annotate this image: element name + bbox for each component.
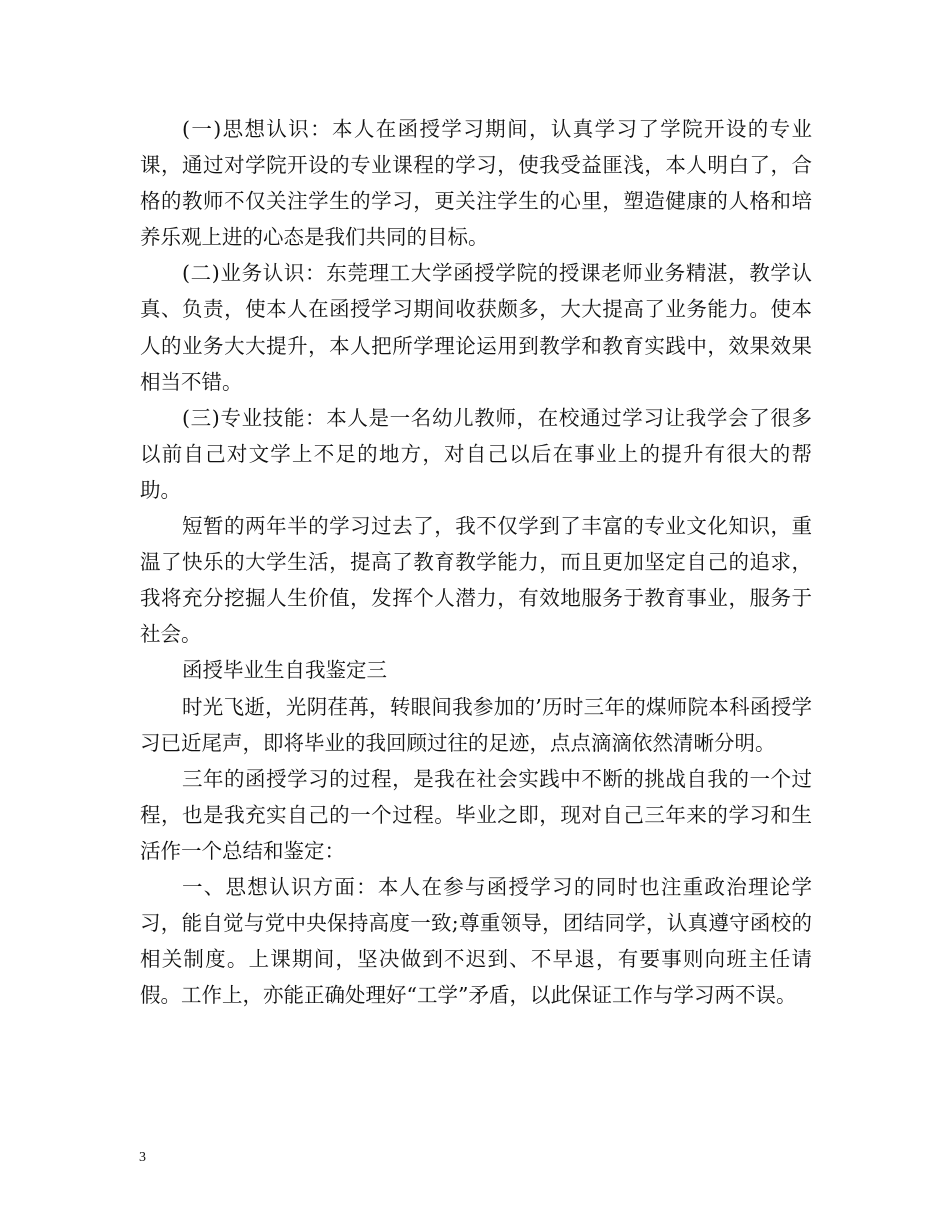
section-heading: 函授毕业生自我鉴定三 <box>182 658 387 683</box>
paragraph-business-recognition: (二)业务认识：东莞理工大学函授学院的授课老师业务精湛，教学认真、负责，使本人在函授学习期间收获颇多，大大提高了业务能力。使本人的业务大大提升，本人把所学理论运用到教学和教育实践中，效果效果相当不错。 <box>140 261 812 394</box>
document-body <box>140 111 812 1013</box>
paragraph-three-years: 三年的函授学习的过程，是我在社会实践中不断的挑战自我的一个过程，也是我充实自己的一个过程。毕业之即，现对自己三年来的学习和生活作一个总结和鉴定： <box>140 766 812 863</box>
paragraph-professional-skills: (三)专业技能：本人是一名幼儿教师，在校通过学习让我学会了很多以前自己对文学上不足的地方，对自己以后在事业上的提升有很大的帮助。 <box>140 405 812 502</box>
paragraph-ideology: 一、思想认识方面：本人在参与函授学习的同时也注重政治理论学习，能自觉与党中央保持高度一致;尊重领导，团结同学，认真遵守函校的相关制度。上课期间，坚决做到不迟到、不早退，有要事则向班主任请假。工作上，亦能正确处理好“工学”矛盾，以此保证工作与学习两不误。 <box>140 874 812 1008</box>
page-number: 3 <box>139 1150 146 1165</box>
paragraph-summary: 短暂的两年半的学习过去了，我不仅学到了丰富的专业文化知识，重温了快乐的大学生活，提高了教育教学能力，而且更加坚定自己的追求，我将充分挖掘人生价值，发挥个人潜力，有效地服务于教育事业，服务于社会。 <box>140 514 812 647</box>
paragraph-thought-recognition: (一)思想认识：本人在函授学习期间，认真学习了学院开设的专业课，通过对学院开设的专业课程的学习，使我受益匪浅，本人明白了，合格的教师不仅关注学生的学习，更关注学生的心里，塑造健康的人格和培养乐观上进的心态是我们共同的目标。 <box>140 117 812 250</box>
paragraph-time-flies: 时光飞逝，光阴荏苒，转眼间我参加的’历时三年的煤师院本科函授学习已近尾声，即将毕业的我回顾过往的足迹，点点滴滴依然清晰分明。 <box>140 694 812 755</box>
